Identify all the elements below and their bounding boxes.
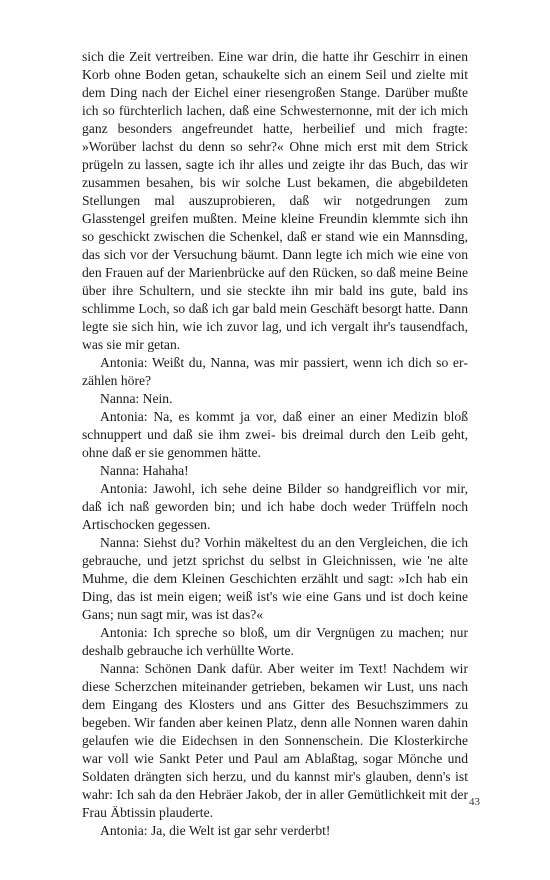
paragraph-continuation: sich die Zeit vertreiben. Eine war drin, die hatte ihr Geschirr in einen Korb ohne Boden getan, schaukelte sich an einem Seil und zielte mit dem Ding nach der Eichel einer riesengroßen Stange. Darüber mußte ich so fürchterlich lachen, daß eine Schwesternonne, mit der ich mich ganz besonders angefreundet hatte, herbeilief und mich fragte: »Worüber lachst du denn so sehr?« Ohne mich erst mit dem Strick prügeln zu lassen, sagte ich ihr alles und zeigte ihr das Buch, das wir zusammen besahen, bis wir solche Lust bekamen, die abgebildeten Stellungen mal auszuprobieren, daß wir notgedrungen zum Glasstengel greifen mußten. Meine kleine Freundin klemmte sich ihn so geschickt zwischen die Schenkel, daß er stand wie ein Mannsding, das sich vor der Versuchung bäumt. Dann legte ich mich wie eine von den Frauen auf der Marienbrücke auf den Rücken, so daß meine Beine über ihre Schultern, und sie steckte ihn mir bald ins gute, bald ins schlimme Loch, so daß ich gar bald mein Geschäft besorgt hatte. Dann legte sie sich hin, wie ich zuvor lag, und ich vergalt ihr's tausendfach, was sie mir getan. <box>82 49 468 352</box>
paragraph-antonia-2: Antonia: Na, es kommt ja vor, daß einer an einer Medizin bloß schnuppert und daß sie ihm zwei- bis dreimal durch den Leib geht, ohne daß er sie genommen hätte. <box>82 409 468 460</box>
paragraph-nanna-1: Nanna: Nein. <box>100 391 173 406</box>
paragraph-antonia-3: Antonia: Jawohl, ich sehe deine Bilder so handgreiflich vor mir, daß ich naß geworden bin; und ich habe doch weder Trüffeln noch Artischocken gegessen. <box>82 481 468 532</box>
paragraph-nanna-3: Nanna: Siehst du? Vorhin mäkeltest du an den Vergleichen, die ich gebrauche, und jetzt sprichst du selbst in Gleichnissen, wie 'ne alte Muhme, die dem Kleinen Geschichten erzählt und sagt: »Ich hab ein Ding, das ist mein eigen; weiß ist's wie eine Gans und ist doch keine Gans; nun sagt mir, was ist das?« <box>82 535 468 622</box>
body-text <box>82 48 468 840</box>
paragraph-nanna-4: Nanna: Schönen Dank dafür. Aber weiter im Text! Nachdem wir diese Scherzchen miteinander getrieben, bekamen wir Lust, uns nach dem Eingang des Klosters und ans Gitter des Besuchszimmers zu begeben. Wir fanden aber keinen Platz, denn alle Nonnen waren dahin gelaufen wie die Eidechsen in den Sonnenschein. Die Klosterkirche war voll wie Sankt Peter und Paul am Ablaßtag, sogar Mönche und Soldaten drängten sich herzu, und du kannst mir's glauben, denn's ist wahr: Ich sah da den Hebräer Jakob, der in aller Gemütlichkeit mit der Frau Äbtissin plauderte. <box>82 661 468 820</box>
paragraph-antonia-4: Antonia: Ich spreche so bloß, um dir Vergnügen zu machen; nur deshalb gebrauche ich verhüllte Worte. <box>82 625 468 658</box>
paragraph-nanna-2: Nanna: Hahaha! <box>100 463 189 478</box>
page-number: 43 <box>469 796 480 808</box>
paragraph-antonia-5: Antonia: Ja, die Welt ist gar sehr verderbt! <box>100 823 331 838</box>
paragraph-antonia-1: Antonia: Weißt du, Nanna, was mir passiert, wenn ich dich so erzählen höre? <box>82 355 468 388</box>
